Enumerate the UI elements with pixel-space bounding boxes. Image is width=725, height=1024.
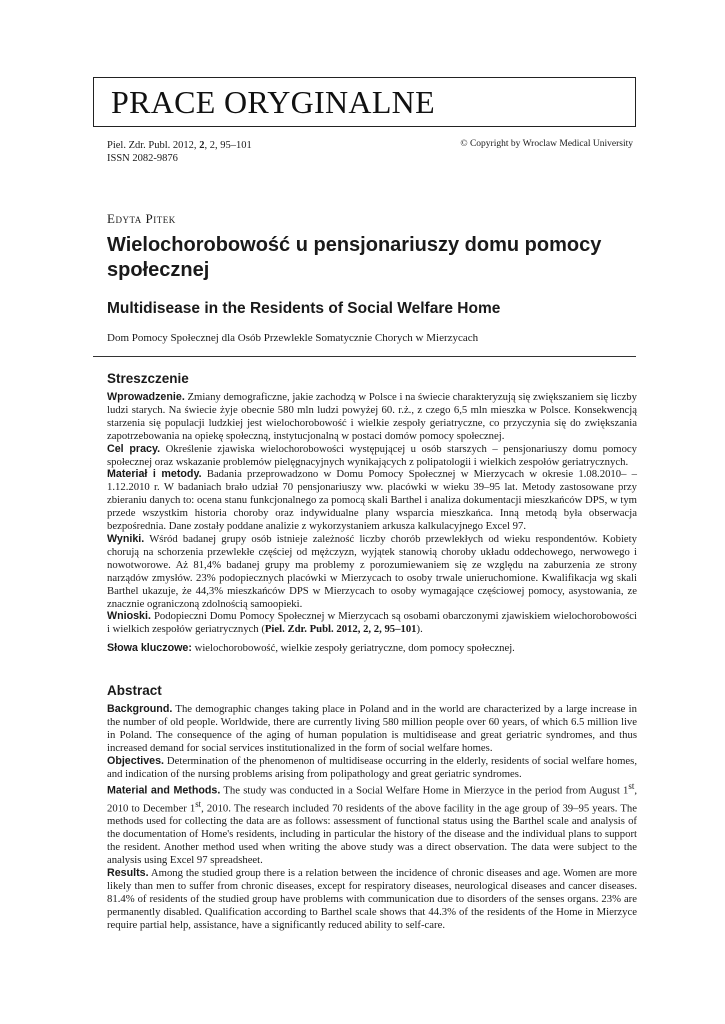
methods-label: Material and Methods. — [107, 785, 221, 797]
citation-pages: , 2, 95–101 — [204, 140, 252, 151]
author-affiliation: Dom Pomocy Społecznej dla Osób Przewlekle Somatycznie Chorych w Mierzycach — [107, 332, 479, 344]
streszczenie-paragraph — [107, 610, 637, 636]
material-text: Badania przeprowadzono w Domu Pomocy Społecznej w Mierzycach w okresie 1.08.2010– –1.12.2010 r. W badaniach brało udział 70 pensjonariuszy ww. placówki w wieku 39–95 lat. Metody zastosowane przy zbieraniu danych to: ocena stanu funkcjonalnego za pomocą skali Barthel i analiza dokumentacji mieszkańców DPS, w tym przede wszystkim historia choroby oraz indywidualne plany wsparcia mieszkańca. Inną metodą była obserwacja bezpośrednia. Dane zostały poddane analizie z wykorzystaniem arkusza kalkulacyjnego Excel 97. — [107, 468, 638, 533]
abstract-heading: Abstract — [107, 683, 162, 698]
abstract-body — [107, 703, 637, 932]
abstract-paragraph — [107, 755, 637, 781]
abstract-paragraph — [107, 867, 637, 932]
abstract-paragraph — [107, 703, 637, 755]
wnioski-label: Wnioski. — [107, 610, 151, 623]
cel-label: Cel pracy. — [107, 442, 161, 455]
methods-text-a: The study was conducted in a Social Welfare Home in Mierzyce in the period from August 1 — [220, 785, 629, 797]
material-label: Materiał i metody. — [107, 468, 202, 481]
wprowadzenie-label: Wprowadzenie. — [107, 391, 185, 403]
results-label: Results. — [107, 867, 149, 879]
results-text: Among the studied group there is a relation between the incidence of chronic diseases and age. Women are more likely than men to suffer from chronic diseases, except for respiratory diseases, neurological diseases and cancer diseases. 81.4% of residents of the studied group have problems with communication due to disorders of the senses organs. 23% are permanently disabled. Qualification according to Barthel scale shows that 44.3% of the residents of the Home in Mierzyce require partial help, assistance, have a significantly reduced ability to self-care. — [107, 867, 637, 931]
wyniki-label: Wyniki. — [107, 532, 145, 545]
keywords-paragraph — [107, 642, 637, 655]
journal-citation — [107, 139, 252, 165]
article-title-polish: Wielochorobowość u pensjonariuszy domu pomocy społecznej — [107, 234, 602, 281]
methods-text-b: , 2010 to December 1 — [107, 785, 637, 815]
citation-issn: ISSN 2082-9876 — [107, 153, 178, 164]
citation-journal: Piel. Zdr. Publ. 2012, — [107, 140, 200, 151]
wprowadzenie-text: Zmiany demograficzne, jakie zachodzą w Polsce i na świecie charakteryzują się zwiększaniem się liczby ludzi starych. Na świecie żyje obecnie 580 mln ludzi powyżej 60. r.ż., z czego 6,5 mln mieszka w Polsce. Konsekwencją starzenia się populacji ludzkiej jest wielochorobowość i wielkie zespoły geriatryczne, co przyczynia się do zwiększania zapotrzebowania na opiekę społeczną, instytucjonalną w postaci domów pomocy społecznej. — [107, 391, 637, 442]
keywords-label: Słowa kluczowe: — [107, 642, 192, 655]
author-name: Edyta Pitek — [107, 211, 176, 226]
wnioski-end: ). — [416, 623, 423, 636]
wnioski-citation: Piel. Zdr. Publ. 2012, 2, 2, 95–101 — [264, 623, 417, 636]
streszczenie-paragraph — [107, 533, 637, 610]
objectives-text: Determination of the phenomenon of multidisease occurring in the elderly, residents of social welfare homes, and indication of the nursing problems arising from polipathology and great geriatric syndromes. — [107, 754, 637, 780]
background-label: Background. — [107, 703, 173, 715]
citation-volume: 2 — [199, 140, 205, 151]
divider-rule — [93, 356, 636, 357]
streszczenie-body — [107, 391, 637, 655]
background-text: The demographic changes taking place in Poland and in the world are characterized by a large increase in the number of old people. Worldwide, there are currently living 580 million people over 60 years, of which 6.5 million live in Poland. The consequence of the aging of human population is multidisease and great geriatric syndromes, and thus increased demand for social services institutionalized in the form of social welfare homes. — [107, 703, 637, 754]
wyniki-text: Wśród badanej grupy osób istnieje zależność liczby chorób przewlekłych od wieku respondentów. Kobiety chorują na schorzenia przewlekłe częściej od mężczyzn, wyjątek stanowią choroby układu oddechowego, nerwowego i nowotworowe. Aż 81,4% badanej grupy ma problemy z porozumiewaniem się ze względu na zaburzenia ze strony narządów zmysłów. 23% podopiecznych placówki w Mierzycach to osoby trwale unieruchomione. Kwalifikacja wg skali Barthel ukazuje, że 44,3% mieszkańców DPS w Mierzycach to osoby wymagające częściowej pomocy, asystowania, ze znacznie ograniczoną zdolnością samoopieki. — [107, 532, 637, 610]
ordinal-suffix: st — [195, 798, 202, 809]
cel-text: Określenie zjawiska wielochorobowości występującej u osób starszych – pensjonariuszy domu pomocy społecznej oraz wskazanie problemów pielęgnacyjnych wynikających z polipatologii i wielkich zespołów geriatrycznych. — [107, 442, 638, 468]
section-header-box — [93, 77, 636, 127]
copyright-notice: © Copyright by Wroclaw Medical University — [460, 139, 633, 149]
keywords-text: wielochorobowość, wielkie zespoły geriatryczne, dom pomocy społecznej. — [191, 642, 515, 655]
methods-text-c: , 2010. The research included 70 residents of the above facility in the age group of 39–95 years. The methods used for collecting the data are as follows: assessment of functional status using the Barthel scale and analysis of the documentation of Home's residents, including in particular the history of the disease and the individual plans to support the resident. Another method used when writing the above study was a direct observation. The data were subject to the analysis using Excel 97 spreadsheet. — [107, 802, 637, 867]
objectives-label: Objectives. — [107, 754, 165, 767]
article-title-english: Multidisease in the Residents of Social Welfare Home — [107, 300, 501, 317]
section-header-title: PRACE ORYGINALNE — [111, 84, 435, 120]
citation-line — [107, 139, 252, 152]
streszczenie-paragraph — [107, 468, 637, 533]
streszczenie-heading: Streszczenie — [107, 371, 189, 386]
ordinal-suffix: st — [628, 781, 635, 792]
streszczenie-paragraph — [107, 443, 637, 469]
streszczenie-paragraph — [107, 391, 637, 443]
wnioski-text: Podopieczni Domu Pomocy Społecznej w Mierzycach są osobami obarczonymi zjawiskiem wielochorobowości i wielkich zespołów geriatrycznych ( — [107, 610, 637, 636]
abstract-paragraph — [107, 780, 637, 867]
